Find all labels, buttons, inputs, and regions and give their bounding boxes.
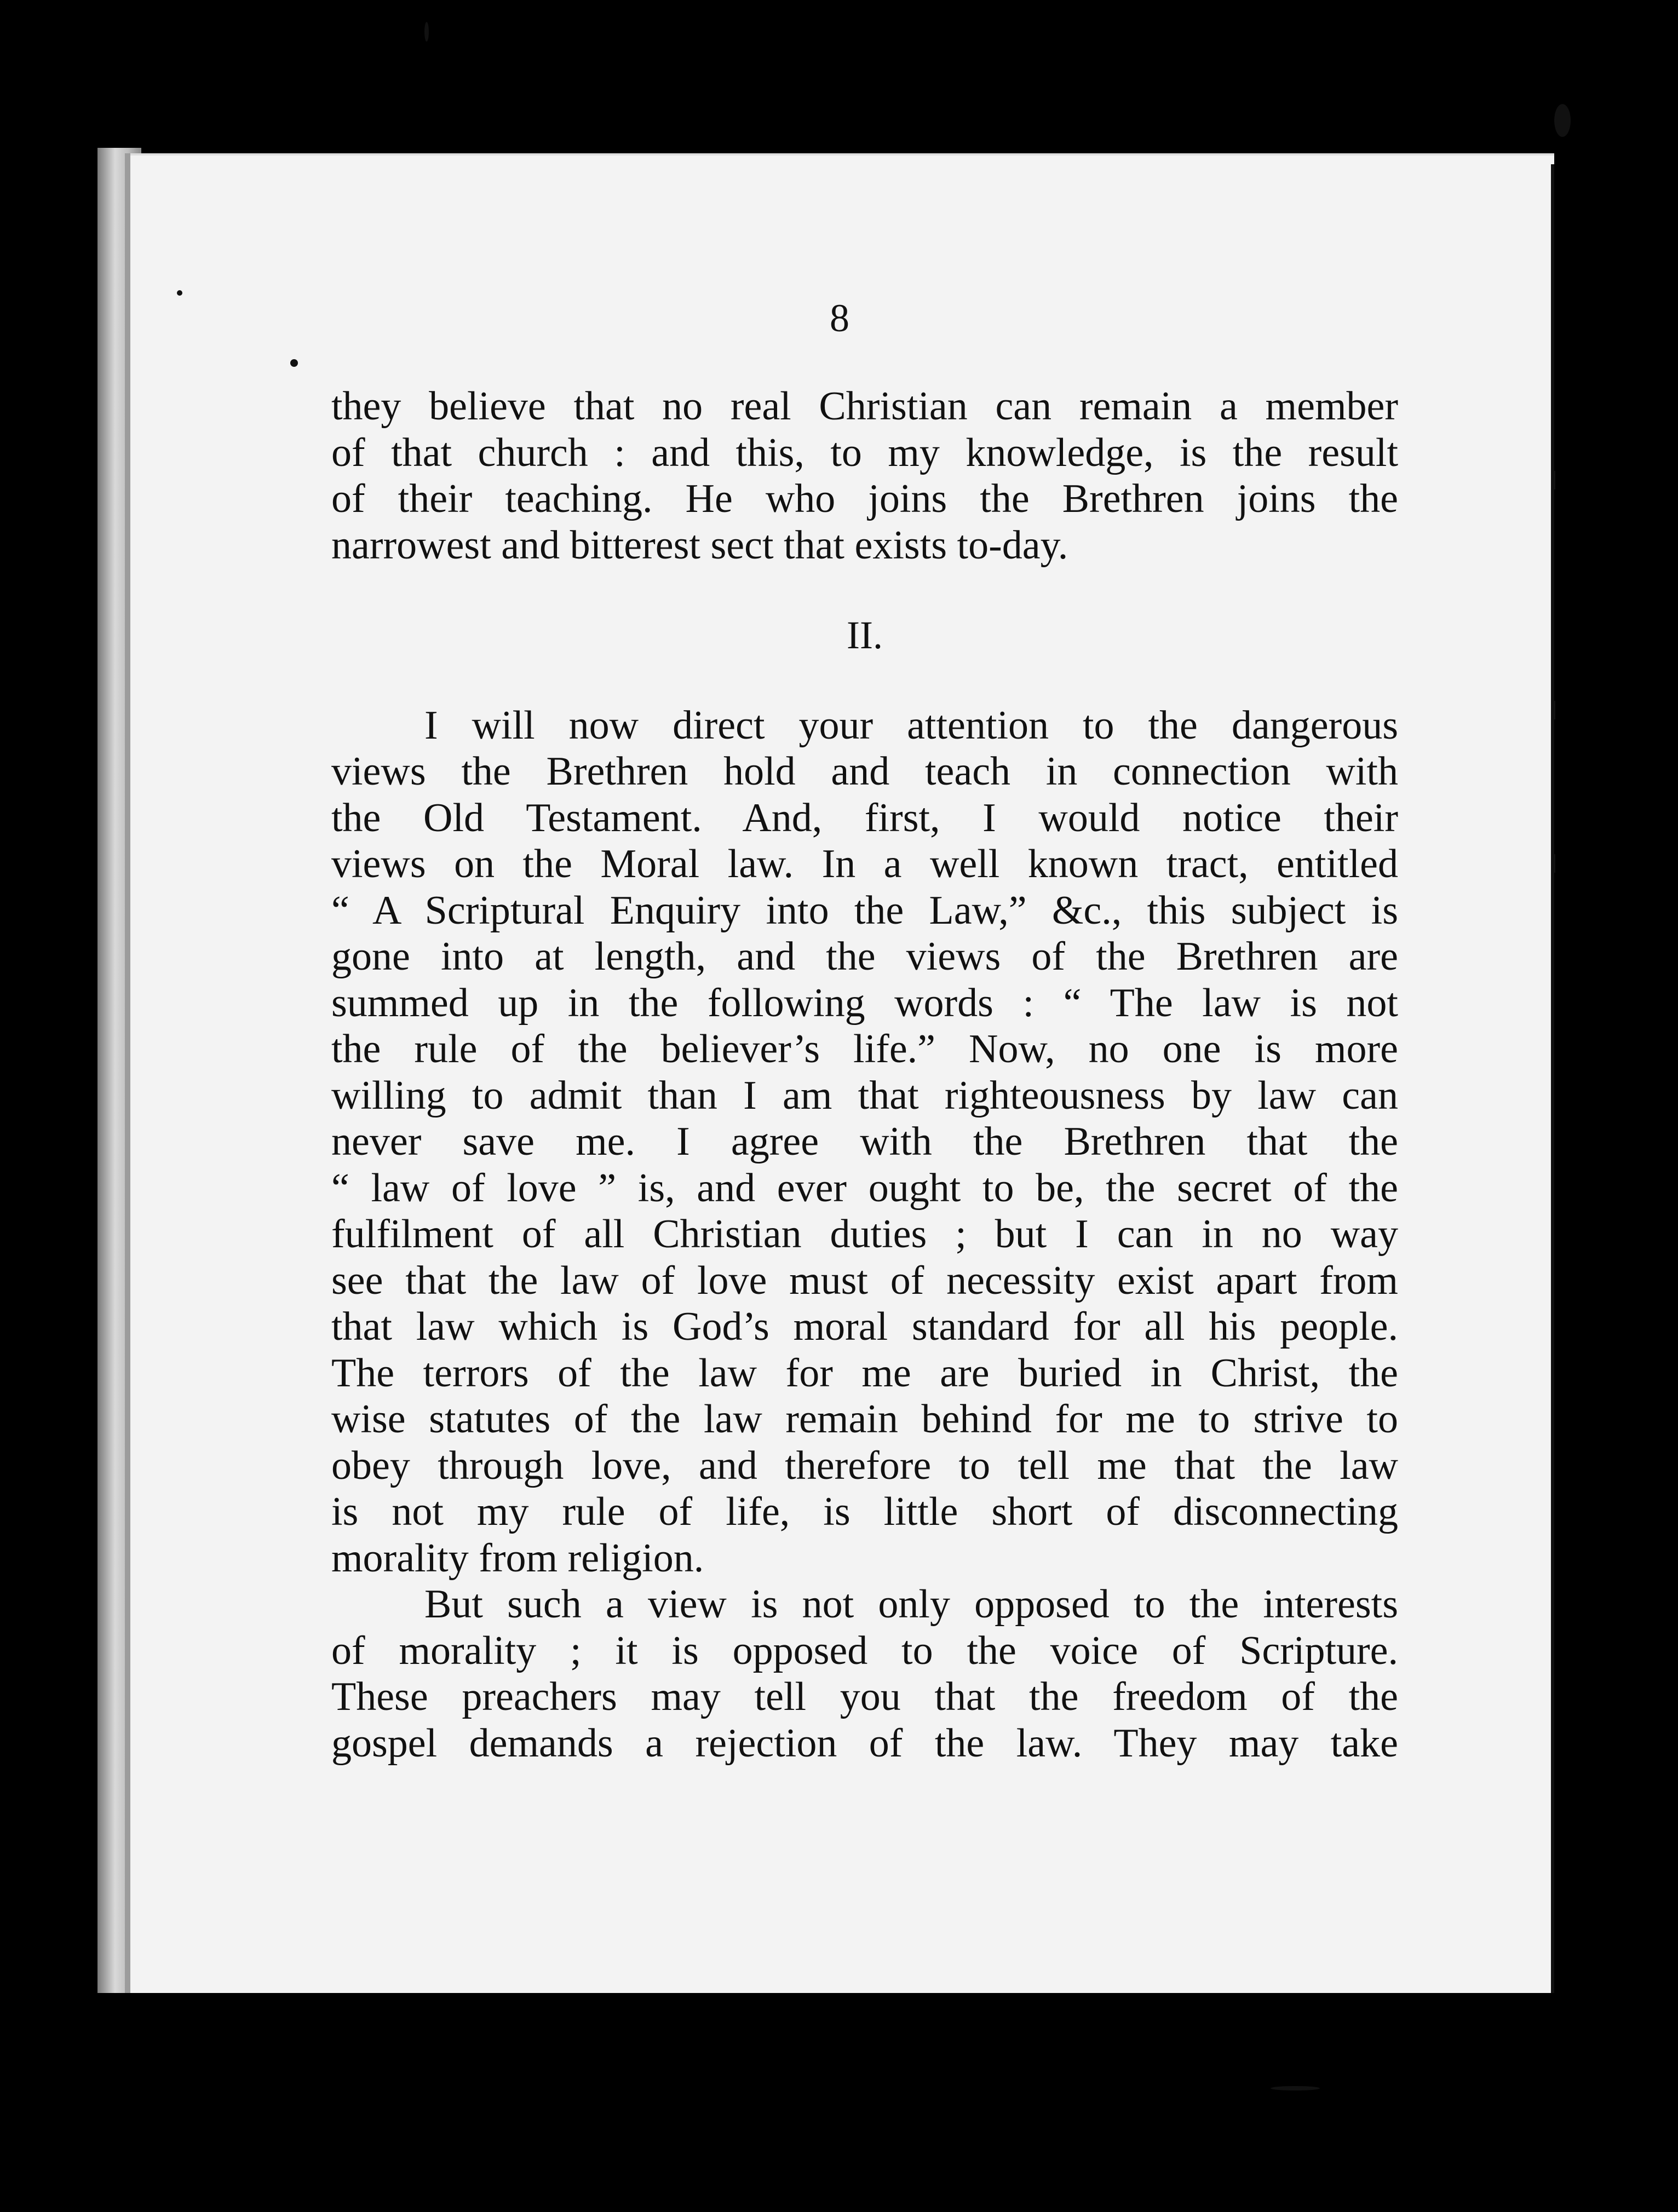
ink-speck: [177, 290, 182, 296]
text-line: morality from religion.: [331, 1535, 704, 1581]
gutter-mark: [1551, 701, 1555, 719]
text-line: the rule of the believer’s life.” Now, no one is more: [331, 1027, 1398, 1072]
book-page: [125, 153, 1554, 1993]
text-line: views the Brethren hold and teach in connection with: [331, 749, 1398, 794]
text-line: see that the law of love must of necessity exist apart from: [331, 1258, 1398, 1303]
text-line: is not my rule of life, is little short of disconnecting: [331, 1489, 1398, 1534]
gutter-mark: [1551, 471, 1555, 489]
gutter-line: [1551, 164, 1554, 1993]
text-line: “ law of love ” is, and ever ought to be, the secret of the: [331, 1165, 1398, 1211]
text-line: gospel demands a rejection of the law. They may take: [331, 1720, 1398, 1766]
text-line: the Old Testament. And, first, I would notice their: [331, 795, 1398, 840]
text-line: they believe that no real Christian can remain a member: [331, 384, 1398, 429]
body-text: [331, 383, 1398, 1766]
page-number: 8: [830, 296, 849, 340]
text-line: I will now direct your attention to the dangerous: [424, 702, 1398, 748]
ink-speck: [424, 22, 429, 42]
text-line: gone into at length, and the views of the Brethren are: [331, 934, 1398, 979]
text-line: summed up in the following words : “ The law is not: [331, 980, 1398, 1026]
text-line: fulfilment of all Christian duties ; but I can in no way: [331, 1212, 1398, 1257]
text-line: that law which is God’s moral standard for all his people.: [331, 1304, 1398, 1349]
paragraph-1: [331, 383, 1398, 568]
text-line: views on the Moral law. In a well known tract, entitled: [331, 842, 1398, 886]
text-line: “ A Scriptural Enquiry into the Law,” &c., this subject is: [331, 888, 1398, 933]
text-line: of morality ; it is opposed to the voice of Scripture.: [331, 1628, 1398, 1673]
text-line: The terrors of the law for me are buried in Christ, the: [331, 1350, 1398, 1396]
page-left-edge: [125, 153, 130, 1993]
ink-speck: [1271, 2086, 1320, 2090]
paragraph-3: [331, 1581, 1398, 1766]
text-line: of that church : and this, to my knowledge, is the result: [331, 430, 1398, 475]
section-heading: II.: [847, 613, 883, 657]
paragraph-2: [331, 702, 1398, 1582]
ink-speck: [290, 359, 298, 367]
gutter-mark: [1551, 854, 1555, 873]
text-line: wise statutes of the law remain behind for me to strive to: [331, 1397, 1398, 1442]
text-line: willing to admit than I am that righteousness by law can: [331, 1073, 1398, 1118]
text-line: These preachers may tell you that the freedom of the: [331, 1674, 1398, 1719]
ink-speck: [1554, 104, 1571, 137]
text-line: obey through love, and therefore to tell me that the law: [331, 1443, 1398, 1488]
text-line: narrowest and bitterest sect that exists to-day.: [331, 522, 1068, 568]
text-line: But such a view is not only opposed to the interests: [424, 1582, 1398, 1627]
text-line: of their teaching. He who joins the Brethren joins the: [331, 476, 1398, 521]
text-line: never save me. I agree with the Brethren that the: [331, 1119, 1398, 1164]
